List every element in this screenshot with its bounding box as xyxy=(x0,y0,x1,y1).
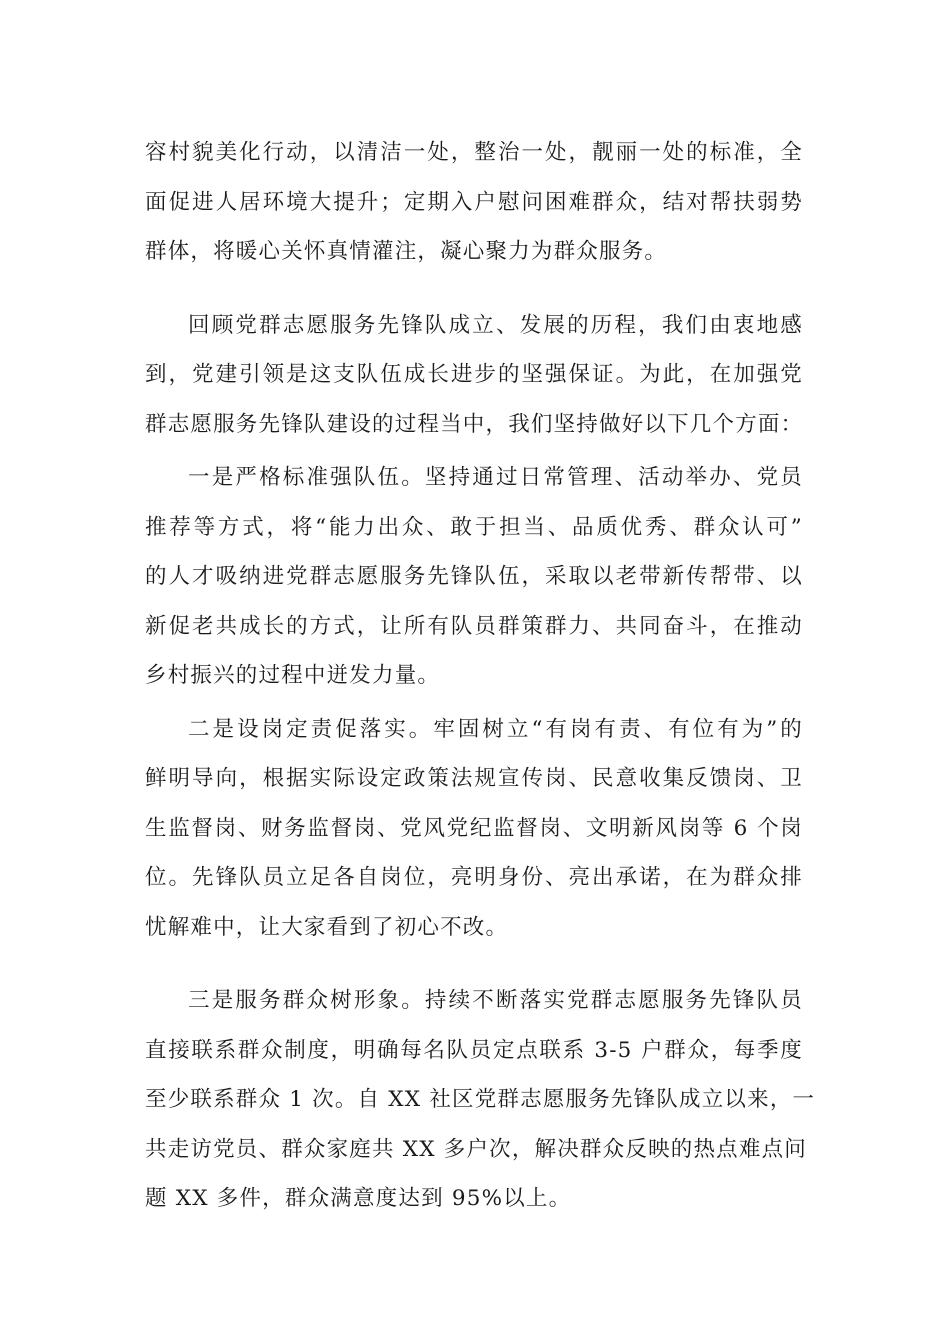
text-line: 生监督岗、财务监督岗、党风党纪监督岗、文明新风岗等 6 个岗 xyxy=(145,815,803,841)
text-line: 乡村振兴的过程中迸发力量。 xyxy=(145,663,441,688)
text-line: 的人才吸纳进党群志愿服务先锋队伍，采取以老带新传帮带、以 xyxy=(145,564,803,589)
text-line: 推荐等方式，将“能力出众、敢于担当、品质优秀、群众认可” xyxy=(145,514,803,540)
paragraph-review xyxy=(145,301,803,450)
text-line: 一是严格标准强队伍。坚持通过日常管理、活动举办、党员 xyxy=(188,465,803,490)
text-line: 容村貌美化行动，以清洁一处，整治一处，靓丽一处的标准，全 xyxy=(145,140,803,165)
text-line: 鲜明导向，根据实际设定政策法规宣传岗、民意收集反馈岗、卫 xyxy=(145,766,803,791)
text-line: 到，党建引领是这支队伍成长进步的坚强保证。为此，在加强党 xyxy=(145,362,803,387)
text-line: 位。先锋队员立足各自岗位，亮明身份、亮出承诺，在为群众排 xyxy=(145,865,803,890)
document-body xyxy=(145,128,816,1224)
paragraph-continuation xyxy=(145,128,803,277)
text-line: 三是服务群众树形象。持续不断落实党群志愿服务先锋队员 xyxy=(188,988,803,1013)
paragraph-point-one xyxy=(145,453,803,701)
text-line: 忧解难中，让大家看到了初心不改。 xyxy=(145,914,509,940)
text-line: 共走访党员、群众家庭共 XX 多户次，解决群众反映的热点难点问 xyxy=(145,1136,807,1162)
paragraph-point-two xyxy=(145,705,803,953)
text-line: 群体，将暖心关怀真情灌注，凝心聚力为群众服务。 xyxy=(145,239,668,264)
text-line: 群志愿服务先锋队建设的过程当中，我们坚持做好以下几个方面： xyxy=(145,411,804,437)
text-line: 二是设岗定责促落实。牢固树立“有岗有责、有位有为”的 xyxy=(188,716,803,742)
text-line: 直接联系群众制度，明确每名队员定点联系 3-5 户群众，每季度 xyxy=(145,1037,803,1063)
text-line: 至少联系群众 1 次。自 XX 社区党群志愿服务先锋队成立以来，一 xyxy=(145,1087,816,1112)
text-line: 回顾党群志愿服务先锋队成立、发展的历程，我们由衷地感 xyxy=(188,312,803,338)
text-line: 面促进人居环境大提升；定期入户慰问困难群众，结对帮扶弱势 xyxy=(145,189,803,215)
paragraph-point-three xyxy=(145,976,816,1224)
text-line: 新促老共成长的方式，让所有队员群策群力、共同奋斗，在推动 xyxy=(145,613,803,639)
text-line: 题 XX 多件，群众满意度达到 95%以上。 xyxy=(145,1186,572,1211)
